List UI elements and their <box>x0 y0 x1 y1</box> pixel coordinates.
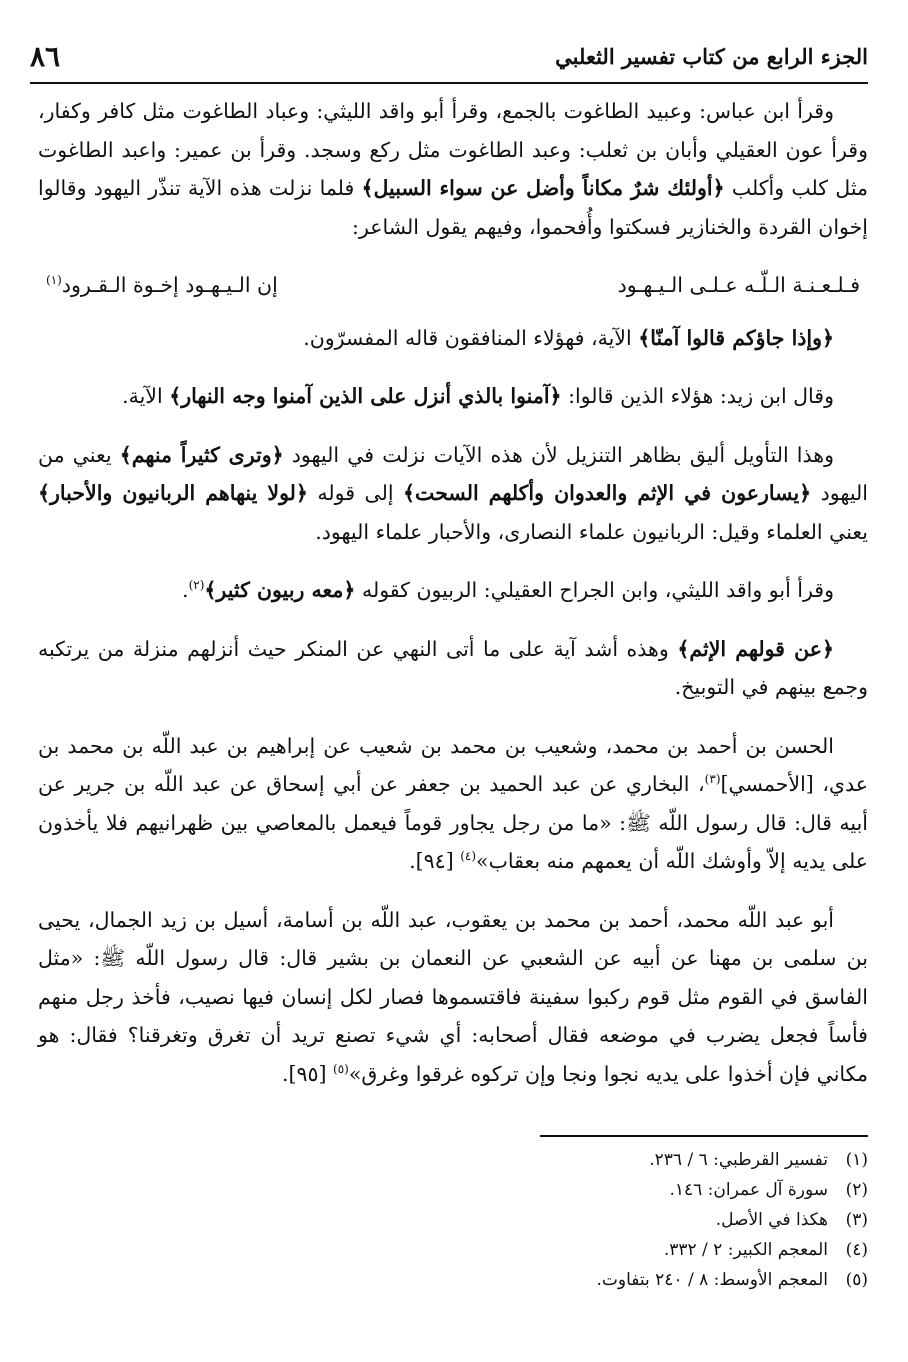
paragraph <box>38 377 868 416</box>
text-run: [٩٥]. <box>281 1061 333 1086</box>
footnote-item <box>300 1145 868 1175</box>
text-run: وقرأ أبو واقد الليثي، وابن الجراح العقيلي: الربيون كقوله <box>361 578 834 602</box>
footnote-text: تفسير القرطبي: ٦ / ٢٣٦. <box>649 1150 828 1170</box>
footnote-text: سورة آل عمران: ١٤٦. <box>669 1180 828 1200</box>
footnote-marker: (٢) <box>188 578 205 593</box>
text-run: وقرأ ابن عباس: وعبيد الطاغوت بالجمع، وقرأ أبو واقد الليثي: وعباد الطاغوت مثل كافر وكفار، وقرأ عون العقيلي وأبان بن ثعلب: وعبد الطاغوت مثل ركع وسجد. وقرأ بن عمير: واعبد الطاغوت مثل كلب وأكلب <box>38 99 868 200</box>
running-title: الجزء الرابع من كتاب تفسير الثعلبي <box>555 43 868 69</box>
footnote-text: هكذا في الأصل. <box>715 1210 828 1230</box>
quran-quote: ﴿لولا ينهاهم الربانيون والأحبار﴾ <box>38 481 308 505</box>
page-number: ٨٦ <box>30 39 61 73</box>
footnote-text: المعجم الكبير: ٢ / ٣٣٢. <box>663 1240 828 1260</box>
quran-quote: ﴿عن قولهم الإثم﴾ <box>677 636 834 661</box>
text-run: أبو عبد اللّه محمد، أحمد بن محمد بن يعقوب، عبد اللّه بن أسامة، أسيل بن زيد الجمال، يحيى بن سلمى بن مهنا عن أبيه عن الشعبي عن النعمان بن بشير قال: قال رسول اللّه ﷺ: «مثل الفاسق في القوم مثل قوم ركبوا سفينة فاقتسموها فصار لكل إنسان فيها نصيب، فأخذ رجل منهم فأساً فجعل يضرب في موضعه فقال أصحابه: أي شيء تصنع تريد أن تغرق وتغرقنا؟ فقال: هو مكاني فإن أخذوا على يديه نجوا ونجا وإن تركوه غرقوا وغرق» <box>38 907 868 1086</box>
footnote-marker: (١) <box>46 273 62 288</box>
text-run: يعني من اليهود <box>38 442 868 505</box>
footnote-marker: (٥) <box>333 1061 349 1076</box>
text-run: فلما نزلت هذه الآية تنذّر اليهود وقالوا إخوان القردة والخنازير فسكتوا وأُفحموا، وفيهم يقول الشاعر: <box>38 176 868 239</box>
footnote-item <box>300 1265 868 1295</box>
footnote-item <box>300 1205 868 1235</box>
footnote-number: (٤) <box>845 1240 868 1260</box>
text-run: ، البخاري عن عبد الحميد بن جعفر عن أبي إسحاق عن عبد اللّه بن جرير عن أبيه قال: قال رسول اللّه ﷺ: «ما من رجل يجاور قوماً فيعمل بالمعاصي بين ظهرانيهم فلا يأخذون على يديه إلاّ وأوشك اللّه أن يعمهم منه بعقاب» <box>38 772 868 873</box>
quran-quote: ﴿يسارعون في الإثم والعدوان وأكلهم السحت﴾ <box>403 481 812 505</box>
footnote-number: (١) <box>845 1150 868 1170</box>
text-run: الآية. <box>122 384 163 408</box>
text-run: إن الـيـهـود إخـوة الـقـرود <box>61 273 278 297</box>
quran-quote: ﴿وإذا جاؤكم قالوا آمنّا﴾ <box>638 325 834 350</box>
verse-hemistich-second <box>46 266 278 305</box>
footnote-item <box>300 1235 868 1265</box>
paragraph <box>38 571 868 610</box>
text-run: . <box>182 578 189 602</box>
page-header <box>30 30 868 84</box>
text-run: وهذه أشد آية على ما أتى النهي عن المنكر حيث أنزلهم منزلة من يرتكبه وجمع بينهم في التوبيخ. <box>38 636 868 699</box>
text-run: وقال ابن زيد: هؤلاء الذين قالوا: <box>568 384 834 408</box>
quran-quote: ﴿وترى كثيراً منهم﴾ <box>119 442 284 467</box>
text-run: الحسن بن أحمد بن محمد، وشعيب بن محمد بن شعيب عن إبراهيم بن عبد اللّه بن محمد بن عدي، [الأحمسي] <box>38 733 869 796</box>
footnote-item <box>300 1175 868 1205</box>
text-run: وهذا التأويل أليق بظاهر التنزيل لأن هذه الآيات نزلت في اليهود <box>291 442 834 467</box>
footnote-divider <box>540 1135 868 1137</box>
quran-quote: ﴿معه ربيون كثير﴾ <box>204 578 356 602</box>
poetry-verse <box>38 266 868 305</box>
text-run: إلى قوله <box>317 481 394 505</box>
paragraph <box>38 901 868 1094</box>
footnote-number: (٢) <box>845 1180 868 1200</box>
text-run: الآية، فهؤلاء المنافقون قاله المفسرّون. <box>303 325 632 350</box>
paragraph <box>38 319 868 358</box>
quran-quote: ﴿آمنوا بالذي أنزل على الذين آمنوا وجه النهار﴾ <box>169 384 562 408</box>
main-text <box>38 92 868 1113</box>
footnote-marker: (٣) <box>704 772 721 787</box>
footnote-number: (٣) <box>845 1210 868 1230</box>
text-run: [٩٤]. <box>409 849 461 873</box>
paragraph <box>38 727 868 881</box>
paragraph <box>38 436 868 552</box>
verse-hemistich-first: فـلـعـنـة الـلّـه عـلـى الـيـهـود <box>617 273 860 297</box>
paragraph <box>38 92 868 246</box>
footnote-number: (٥) <box>845 1270 868 1290</box>
footnote-marker: (٤) <box>460 849 477 864</box>
text-run: يعني العلماء وقيل: الربانيون علماء النصارى، والأحبار علماء اليهود. <box>315 519 868 544</box>
quran-quote: ﴿أولئك شرٌ مكاناً وأضل عن سواء السبيل﴾ <box>361 176 725 200</box>
footnotes <box>300 1145 868 1295</box>
footnote-text: المعجم الأوسط: ٨ / ٢٤٠ بتفاوت. <box>596 1270 828 1290</box>
paragraph <box>38 630 868 707</box>
